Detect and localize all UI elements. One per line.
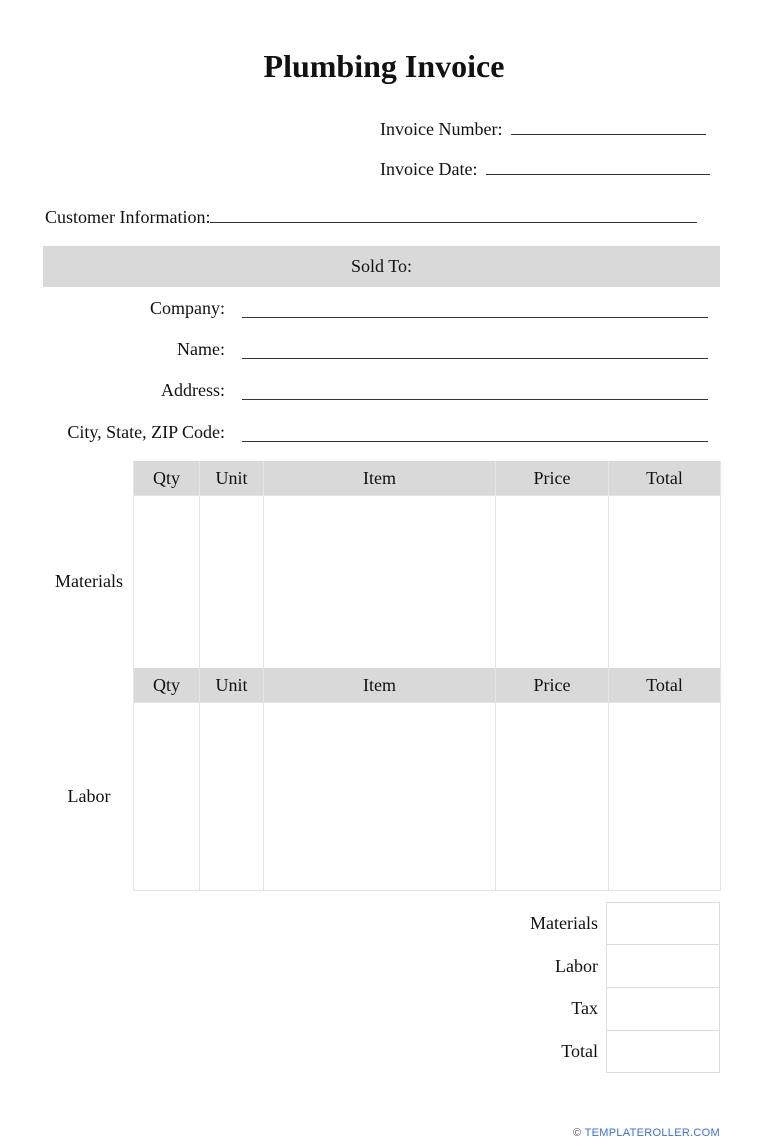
customer-info-row <box>45 206 697 228</box>
labor-total-cell[interactable] <box>609 703 721 891</box>
customer-info-label: Customer Information: <box>45 207 211 227</box>
labor-unit-cell[interactable] <box>200 703 264 891</box>
materials-qty-cell[interactable] <box>134 496 200 669</box>
invoice-date-label: Invoice Date: <box>380 159 478 179</box>
address-label: Address: <box>161 380 225 400</box>
materials-item-cell[interactable] <box>264 496 496 669</box>
address-field[interactable] <box>242 399 708 400</box>
city-state-zip-field[interactable] <box>242 441 708 442</box>
sold-to-heading: Sold To: <box>43 246 720 287</box>
labor-price-cell[interactable] <box>496 703 609 891</box>
summary-labor-label: Labor <box>555 956 598 976</box>
labor-col-total: Total <box>609 668 721 703</box>
labor-col-unit: Unit <box>200 668 264 703</box>
labor-qty-cell[interactable] <box>134 703 200 891</box>
footer-credit <box>573 1127 720 1139</box>
materials-col-total: Total <box>609 461 721 496</box>
materials-col-unit: Unit <box>200 461 264 496</box>
invoice-number-row <box>380 118 706 140</box>
invoice-date-row <box>380 158 710 180</box>
copyright-icon: © <box>573 1127 582 1139</box>
labor-col-item: Item <box>264 668 496 703</box>
summary-labor-field[interactable] <box>606 944 720 988</box>
invoice-number-field[interactable] <box>511 118 706 135</box>
labor-header-row <box>134 668 721 703</box>
invoice-date-field[interactable] <box>486 158 710 175</box>
summary-total-field[interactable] <box>606 1030 720 1073</box>
materials-col-item: Item <box>264 461 496 496</box>
materials-col-price: Price <box>496 461 609 496</box>
summary-tax-field[interactable] <box>606 987 720 1031</box>
materials-total-cell[interactable] <box>609 496 721 669</box>
materials-table <box>133 461 721 669</box>
materials-col-qty: Qty <box>134 461 200 496</box>
name-label: Name: <box>177 339 225 359</box>
summary-total-label: Total <box>561 1041 598 1061</box>
labor-entry-row <box>134 703 721 891</box>
page-title: Plumbing Invoice <box>263 48 505 84</box>
materials-header-row <box>134 461 721 496</box>
materials-section-label: Materials <box>55 571 123 591</box>
summary-tax-label: Tax <box>571 998 598 1018</box>
city-state-zip-label: City, State, ZIP Code: <box>67 422 225 442</box>
materials-unit-cell[interactable] <box>200 496 264 669</box>
company-field[interactable] <box>242 317 708 318</box>
materials-price-cell[interactable] <box>496 496 609 669</box>
customer-info-field[interactable] <box>210 206 697 223</box>
name-field[interactable] <box>242 358 708 359</box>
summary-materials-field[interactable] <box>606 902 720 945</box>
labor-item-cell[interactable] <box>264 703 496 891</box>
templateroller-link[interactable]: TEMPLATEROLLER.COM <box>584 1127 720 1139</box>
invoice-number-label: Invoice Number: <box>380 119 503 139</box>
labor-col-price: Price <box>496 668 609 703</box>
labor-col-qty: Qty <box>134 668 200 703</box>
company-label: Company: <box>150 298 225 318</box>
labor-table <box>133 668 721 891</box>
materials-entry-row <box>134 496 721 669</box>
labor-section-label: Labor <box>67 786 111 806</box>
summary-materials-label: Materials <box>530 913 598 933</box>
